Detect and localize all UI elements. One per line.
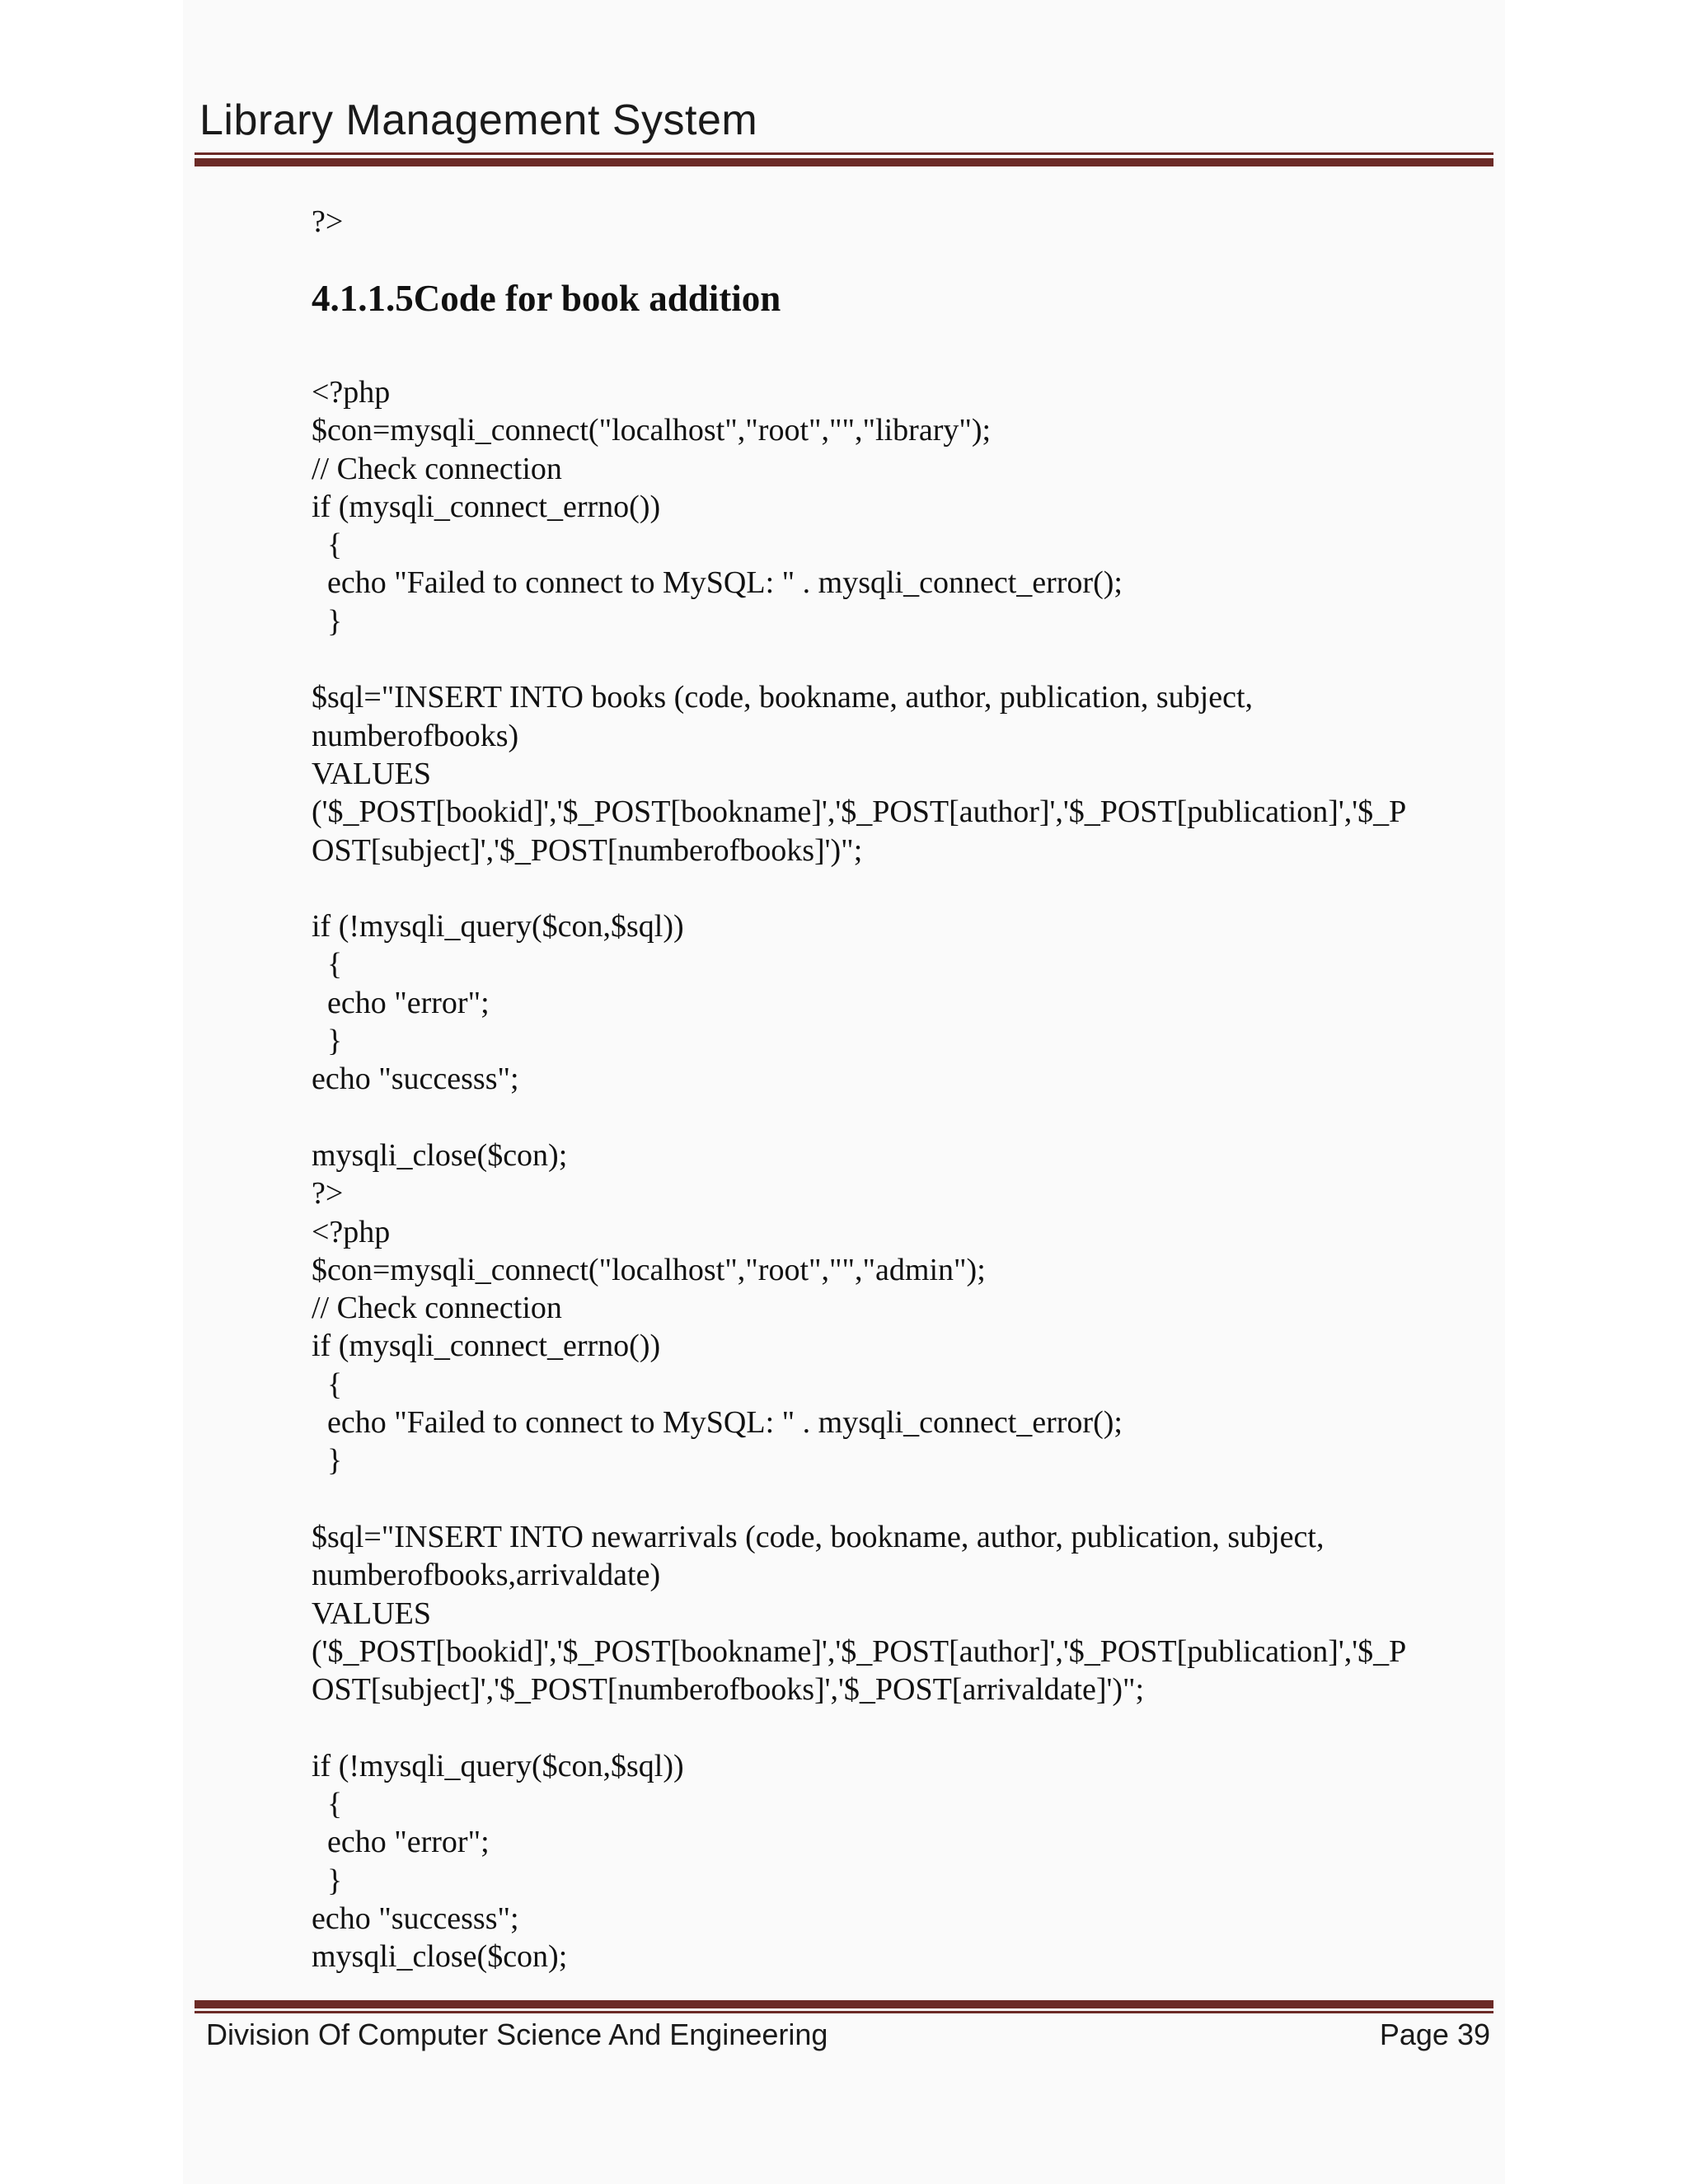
code-line: echo "Failed to connect to MySQL: " . mysqli_connect_error(); xyxy=(312,1405,1123,1441)
code-line: } xyxy=(312,1863,343,1898)
code-line: <?php xyxy=(312,1214,391,1249)
code-line: $con=mysqli_connect("localhost","root","","admin"); xyxy=(312,1252,986,1287)
code-line: echo "error"; xyxy=(312,985,490,1020)
page-header-title: Library Management System xyxy=(199,96,758,144)
footer-division: Division Of Computer Science And Engineering xyxy=(206,2018,828,2051)
code-line: { xyxy=(312,1366,343,1402)
code-line: if (mysqli_connect_errno()) xyxy=(312,489,661,524)
code-line: numberofbooks,arrivaldate) xyxy=(312,1558,661,1593)
code-line xyxy=(312,1099,1482,1137)
code-line: numberofbooks) xyxy=(312,718,519,753)
code-line: // Check connection xyxy=(312,1291,562,1326)
code-line: $con=mysqli_connect("localhost","root","","library"); xyxy=(312,413,992,448)
code-line: mysqli_close($con); xyxy=(312,1137,568,1173)
previous-closing-tag: ?> xyxy=(312,204,344,239)
code-line: OST[subject]','$_POST[numberofbooks]','$_POST[arrivaldate]')"; xyxy=(312,1672,1145,1708)
code-line xyxy=(312,1480,1482,1518)
header-rule-thin xyxy=(195,152,1493,155)
code-line: // Check connection xyxy=(312,451,562,486)
code-line: echo "successs"; xyxy=(312,1062,519,1097)
code-line: ?> xyxy=(312,1176,344,1212)
code-line xyxy=(312,640,1482,678)
code-line: { xyxy=(312,1786,343,1821)
code-line: echo "Failed to connect to MySQL: " . mysqli_connect_error(); xyxy=(312,565,1123,601)
code-line: } xyxy=(312,1443,343,1479)
code-line: $sql="INSERT INTO books (code, bookname, author, publication, subject, xyxy=(312,680,1254,715)
code-line xyxy=(312,1708,1482,1746)
code-line: } xyxy=(312,603,343,639)
code-line: { xyxy=(312,947,343,982)
code-line: } xyxy=(312,1024,343,1059)
code-line: $sql="INSERT INTO newarrivals (code, bookname, author, publication, subject, xyxy=(312,1519,1325,1554)
code-line: VALUES xyxy=(312,1596,431,1631)
code-line xyxy=(312,869,1482,907)
code-block xyxy=(312,373,1482,1975)
footer-rule-thick xyxy=(195,2000,1493,2008)
code-line: if (mysqli_connect_errno()) xyxy=(312,1329,661,1364)
code-line: echo "successs"; xyxy=(312,1900,519,1936)
code-line: if (!mysqli_query($con,$sql)) xyxy=(312,909,684,944)
code-line: { xyxy=(312,527,343,563)
footer-page-number: Page 39 xyxy=(1379,2018,1490,2051)
code-line: if (!mysqli_query($con,$sql)) xyxy=(312,1748,684,1783)
code-line: VALUES xyxy=(312,756,431,791)
code-line: echo "error"; xyxy=(312,1825,490,1860)
code-line: <?php xyxy=(312,375,391,410)
header-rule-thick xyxy=(195,158,1493,166)
code-line: ('$_POST[bookid]','$_POST[bookname]','$_POST[author]','$_POST[publication]','$_P xyxy=(312,1633,1407,1669)
code-line: OST[subject]','$_POST[numberofbooks]')"; xyxy=(312,832,863,868)
section-heading: 4.1.1.5Code for book addition xyxy=(312,278,781,319)
code-line: ('$_POST[bookid]','$_POST[bookname]','$_POST[author]','$_POST[publication]','$_P xyxy=(312,794,1407,830)
code-line: mysqli_close($con); xyxy=(312,1939,568,1975)
footer-rule-thin xyxy=(195,2011,1493,2013)
